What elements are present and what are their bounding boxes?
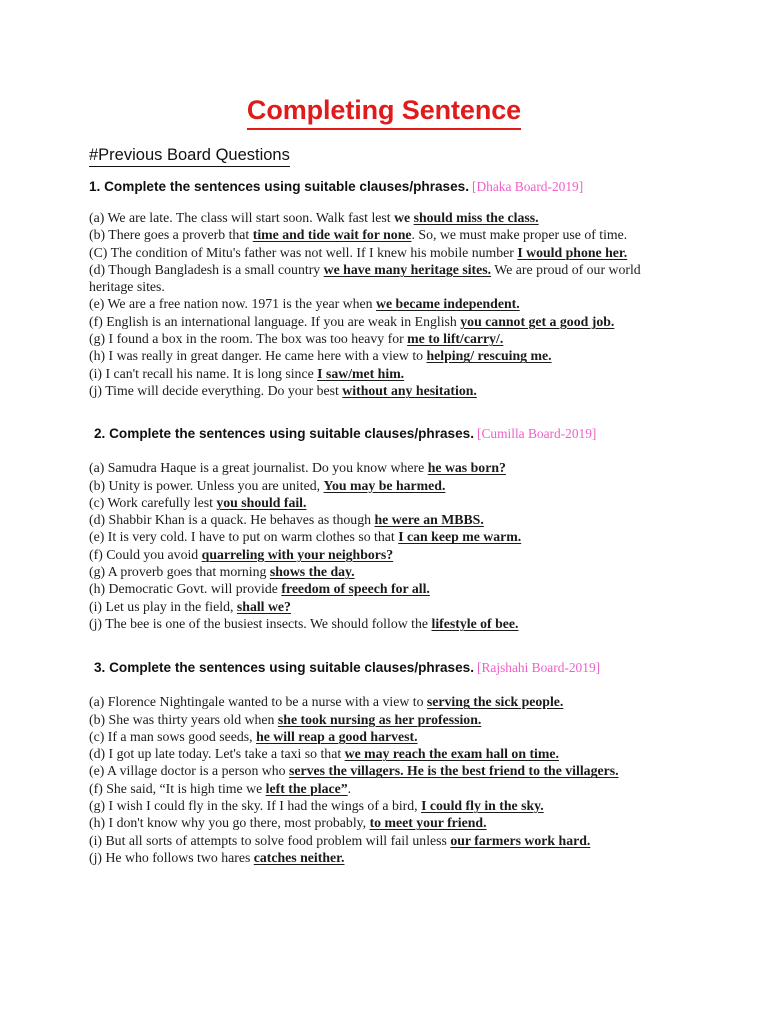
question-item xyxy=(89,797,681,814)
question-text: (h) Democratic Govt. will provide xyxy=(89,581,282,597)
answer-phrase: we have many heritage sites. xyxy=(323,261,492,277)
answer-phrase: he was born? xyxy=(427,460,506,476)
board-tag: [Dhaka Board-2019] xyxy=(472,179,584,194)
question-item xyxy=(89,745,681,762)
answer-phrase: me to lift/carry/. xyxy=(407,331,504,347)
answer-phrase: should miss the class. xyxy=(413,210,539,225)
question-item xyxy=(89,477,681,494)
question-section xyxy=(89,425,681,632)
answer-phrase: helping/ rescuing me. xyxy=(426,348,552,364)
answer-phrase: he will reap a good harvest. xyxy=(256,728,418,744)
question-text: (i) Let us play in the field, xyxy=(89,598,237,614)
question-text: (g) I found a box in the room. The box was too heavy for xyxy=(89,331,408,347)
question-text: (e) A village doctor is a person who xyxy=(89,763,290,779)
question-item xyxy=(89,814,681,831)
question-text: (i) But all sorts of attempts to solve food problem will fail unless xyxy=(89,832,451,848)
answer-phrase: she took nursing as her profession. xyxy=(277,711,482,727)
question-item xyxy=(89,459,681,476)
question-item xyxy=(89,615,681,632)
question-text: (e) It is very cold. I have to put on warm clothes so that xyxy=(89,529,399,545)
question-text: (C) The condition of Mitu's father was not well. If I knew his mobile number xyxy=(89,244,518,260)
answer-phrase: serving the sick people. xyxy=(426,694,564,710)
section-heading xyxy=(94,425,681,442)
question-text: (h) I don't know why you go there, most probably, xyxy=(89,815,370,831)
board-tag: [Cumilla Board-2019] xyxy=(477,426,597,442)
question-item xyxy=(89,711,681,728)
question-item xyxy=(89,528,681,545)
answer-phrase: You may be harmed. xyxy=(323,477,446,493)
question-text: (f) Could you avoid xyxy=(89,546,202,562)
section-heading-text: 1. Complete the sentences using suitable clauses/phrases. xyxy=(89,179,470,194)
question-text: (d) Though Bangladesh is a small country xyxy=(89,261,324,277)
question-item xyxy=(89,728,681,745)
question-text: (j) The bee is one of the busiest insects. We should follow the xyxy=(89,615,432,631)
question-text: (e) We are a free nation now. 1971 is the year when xyxy=(89,296,376,312)
question-item xyxy=(89,313,681,330)
answer-phrase: serves the villagers. He is the best friend to the villagers. xyxy=(289,763,619,779)
answer-phrase: shows the day. xyxy=(269,564,355,580)
question-item xyxy=(89,347,681,364)
answer-phrase: catches neither. xyxy=(253,849,345,865)
answer-phrase: our farmers work hard. xyxy=(450,832,591,848)
question-text: (a) Florence Nightingale wanted to be a nurse with a view to xyxy=(89,694,427,710)
question-text: (j) Time will decide everything. Do your best xyxy=(89,382,343,398)
question-item xyxy=(89,209,681,226)
question-item xyxy=(89,382,681,399)
answer-phrase: left the place” xyxy=(265,780,348,796)
question-section xyxy=(89,659,681,866)
question-item xyxy=(89,244,681,261)
section-heading xyxy=(89,178,681,195)
section-heading-text: 2. Complete the sentences using suitable clauses/phrases. xyxy=(94,426,475,442)
question-text: (c) If a man sows good seeds, xyxy=(89,728,257,744)
answer-phrase: you should fail. xyxy=(216,494,307,510)
board-tag: [Rajshahi Board-2019] xyxy=(477,660,601,676)
question-item xyxy=(89,762,681,779)
question-item xyxy=(89,261,681,296)
answer-phrase: without any hesitation. xyxy=(342,382,477,398)
answer-phrase: I saw/met him. xyxy=(317,365,405,381)
answer-phrase: we may reach the exam hall on time. xyxy=(344,746,559,762)
page-title xyxy=(0,93,768,130)
question-text: (b) There goes a proverb that xyxy=(89,227,253,243)
answer-phrase: to meet your friend. xyxy=(369,815,487,831)
question-text: (c) Work carefully lest xyxy=(89,494,217,510)
answer-phrase: lifestyle of bee. xyxy=(431,615,519,631)
question-item xyxy=(89,330,681,347)
answer-phrase: he were an MBBS. xyxy=(374,512,484,528)
answer-phrase: I could fly in the sky. xyxy=(421,798,544,814)
sub-heading xyxy=(89,145,290,167)
question-item xyxy=(89,295,681,312)
answer-phrase: shall we? xyxy=(236,598,291,614)
question-item xyxy=(89,832,681,849)
emphasis-text: we xyxy=(394,210,414,225)
question-list xyxy=(89,693,681,866)
question-text: (a) We are late. The class will start soon. Walk fast lest xyxy=(89,210,395,225)
question-item xyxy=(89,693,681,710)
question-item xyxy=(89,563,681,580)
question-text: (i) I can't recall his name. It is long since xyxy=(89,365,318,381)
answer-phrase: time and tide wait for none xyxy=(252,227,412,243)
question-text: . So, we must make proper use of time. xyxy=(411,227,628,243)
page-title-text: Completing Sentence xyxy=(247,93,521,130)
question-list xyxy=(89,459,681,632)
question-text: (d) I got up late today. Let's take a taxi so that xyxy=(89,746,345,762)
question-text: (d) Shabbir Khan is a quack. He behaves as though xyxy=(89,512,375,528)
answer-phrase: you cannot get a good job. xyxy=(460,313,615,329)
question-text: (g) I wish I could fly in the sky. If I had the wings of a bird, xyxy=(89,798,422,814)
question-text: (b) Unity is power. Unless you are united, xyxy=(89,477,324,493)
question-text: (f) English is an international language. If you are weak in English xyxy=(89,313,461,329)
sub-heading-text: #Previous Board Questions xyxy=(89,145,290,167)
question-item xyxy=(89,780,681,797)
question-item xyxy=(89,494,681,511)
question-list xyxy=(89,209,681,399)
answer-phrase: I can keep me warm. xyxy=(398,529,522,545)
question-item xyxy=(89,511,681,528)
answer-phrase: quarreling with your neighbors? xyxy=(201,546,394,562)
section-heading-text: 3. Complete the sentences using suitable clauses/phrases. xyxy=(94,660,475,676)
question-item xyxy=(89,546,681,563)
question-sections xyxy=(89,178,681,866)
question-item xyxy=(89,580,681,597)
question-section xyxy=(89,178,681,399)
question-text: (f) She said, “It is high time we xyxy=(89,780,266,796)
question-text: (j) He who follows two hares xyxy=(89,849,254,865)
question-item xyxy=(89,598,681,615)
question-text: (h) I was really in great danger. He came here with a view to xyxy=(89,348,427,364)
question-text: . xyxy=(347,780,352,796)
question-text: (b) She was thirty years old when xyxy=(89,711,278,727)
section-heading xyxy=(94,659,681,676)
question-text: We are proud of our world heritage sites. xyxy=(89,261,641,295)
answer-phrase: we became independent. xyxy=(375,296,520,312)
question-text: (g) A proverb goes that morning xyxy=(89,564,270,580)
question-item xyxy=(89,849,681,866)
question-item xyxy=(89,226,681,243)
question-item xyxy=(89,365,681,382)
question-text: (a) Samudra Haque is a great journalist. Do you know where xyxy=(89,460,428,476)
answer-phrase: I would phone her. xyxy=(517,244,628,260)
answer-phrase: freedom of speech for all. xyxy=(281,581,430,597)
